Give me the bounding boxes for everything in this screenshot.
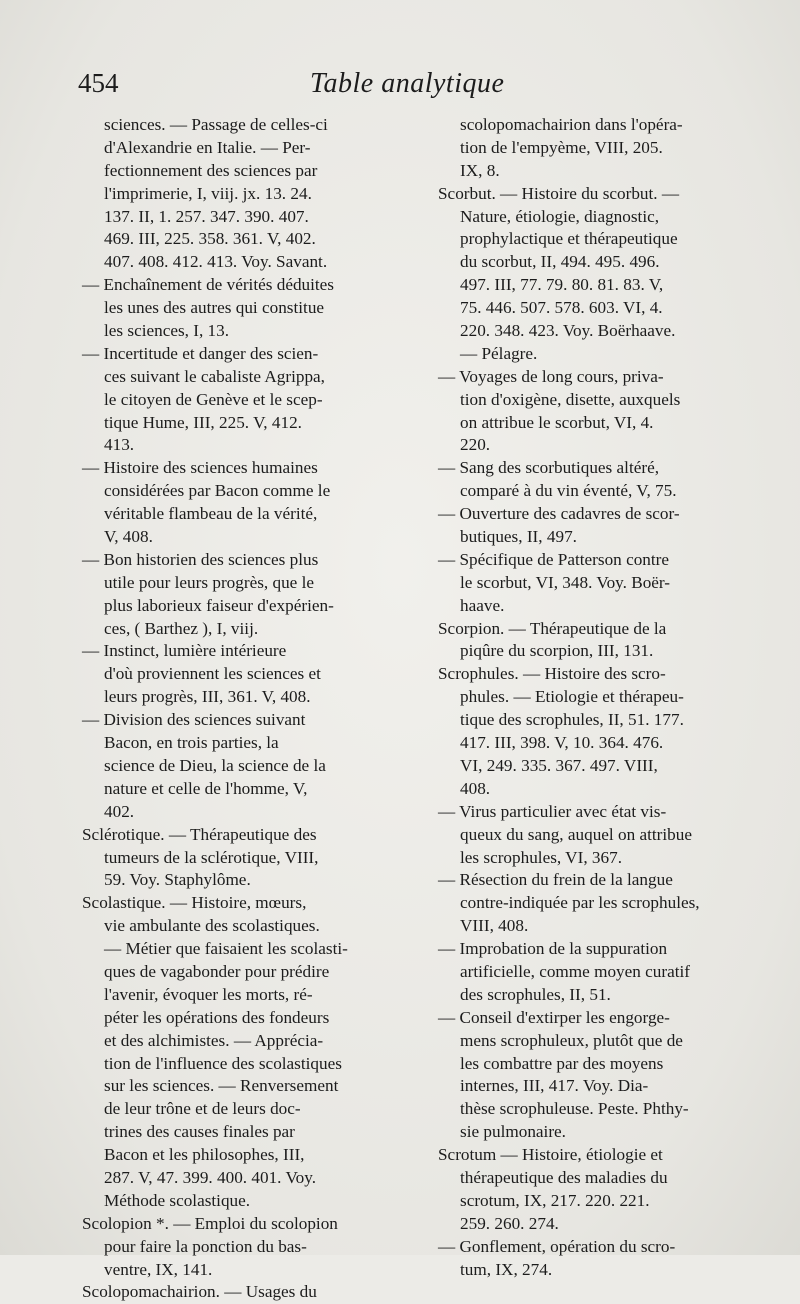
index-line: 75. 446. 507. 578. 603. VI, 4. [460, 298, 663, 318]
page-header [78, 68, 740, 110]
index-line: 287. V, 47. 399. 400. 401. Voy. [104, 1167, 317, 1187]
index-line: scrotum, IX, 217. 220. 221. [460, 1190, 650, 1210]
index-line: tion de l'influence des scolastiques [104, 1053, 342, 1073]
index-line: plus laborieux faiseur d'expérien- [104, 595, 334, 615]
index-line: ventre, IX, 141. [104, 1259, 213, 1279]
index-line: — Histoire des sciences humaines [82, 458, 318, 478]
index-line: comparé à du vin éventé, V, 75. [460, 481, 677, 501]
index-line: 408. [460, 778, 491, 798]
index-line: l'imprimerie, I, viij. jx. 13. 24. [104, 183, 312, 203]
index-line: — Spécifique de Patterson contre [438, 549, 670, 569]
index-line: Scolopion *. — Emploi du scolopion [82, 1213, 338, 1233]
index-line: queux du sang, auquel on attribue [460, 824, 692, 844]
index-line: le scorbut, VI, 348. Voy. Boër- [460, 572, 671, 592]
index-line: on attribue le scorbut, VI, 4. [460, 412, 654, 432]
index-line: 402. [104, 801, 135, 821]
index-line: 417. III, 398. V, 10. 364. 476. [460, 733, 664, 753]
index-line: — Résection du frein de la langue [438, 870, 673, 890]
index-line: artificielle, comme moyen curatif [460, 961, 691, 981]
index-line: tumeurs de la sclérotique, VIII, [104, 847, 319, 867]
index-line: 413. [104, 435, 135, 455]
index-line: Méthode scolastique. [104, 1190, 251, 1210]
index-line: VIII, 408. [460, 916, 529, 936]
index-line: thèse scrophuleuse. Peste. Phthy- [460, 1099, 689, 1119]
index-line: — Incertitude et danger des scien- [82, 343, 319, 363]
index-line: nature et celle de l'homme, V, [104, 778, 308, 798]
index-line: les scrophules, VI, 367. [460, 847, 622, 867]
index-line: Scorpion. — Thérapeutique de la [438, 618, 667, 638]
index-line: — Pélagre. [460, 343, 538, 363]
index-line: tion de l'empyème, VIII, 205. [460, 137, 663, 157]
index-line: Bacon et les philosophes, III, [104, 1145, 305, 1165]
index-line: Scorbut. — Histoire du scorbut. — [438, 183, 680, 203]
index-line: — Division des sciences suivant [82, 710, 306, 730]
index-line: tum, IX, 274. [460, 1259, 553, 1279]
index-line: pour faire la ponction du bas- [104, 1236, 307, 1256]
index-line: trines des causes finales par [104, 1122, 295, 1142]
index-line: 137. II, 1. 257. 347. 390. 407. [104, 206, 309, 226]
index-line: Scrophules. — Histoire des scro- [438, 664, 666, 684]
index-line: — Bon historien des sciences plus [82, 549, 319, 569]
index-line: haave. [460, 595, 505, 615]
index-line: piqûre du scorpion, III, 131. [460, 641, 654, 661]
index-line: vie ambulante des scolastiques. [104, 916, 320, 936]
index-line: — Virus particulier avec état vis- [438, 801, 667, 821]
index-line: phules. — Etiologie et thérapeu- [460, 687, 684, 707]
index-line: 469. III, 225. 358. 361. V, 402. [104, 229, 316, 249]
index-line: du scorbut, II, 494. 495. 496. [460, 252, 660, 272]
index-line: les unes des autres qui constitue [104, 298, 325, 318]
index-line: butiques, II, 497. [460, 527, 577, 547]
index-line: véritable flambeau de la vérité, [104, 504, 318, 524]
right-column [438, 114, 768, 1281]
index-line: VI, 249. 335. 367. 497. VIII, [460, 755, 658, 775]
index-line: leurs progrès, III, 361. V, 408. [104, 687, 311, 707]
index-line: — Métier que faisaient les scolasti- [104, 939, 348, 959]
index-line: Scolopomachairion. — Usages du [82, 1282, 317, 1302]
index-line: IX, 8. [460, 160, 500, 180]
index-line: thérapeutique des maladies du [460, 1167, 668, 1187]
index-line: internes, III, 417. Voy. Dia- [460, 1076, 649, 1096]
index-line: 407. 408. 412. 413. Voy. Savant. [104, 252, 328, 272]
index-line: 497. III, 77. 79. 80. 81. 83. V, [460, 275, 664, 295]
index-line: — Conseil d'extirper les engorge- [438, 1007, 670, 1027]
index-line: 259. 260. 274. [460, 1213, 559, 1233]
index-line: d'Alexandrie en Italie. — Per- [104, 137, 311, 157]
index-line: — Instinct, lumière intérieure [82, 641, 287, 661]
index-line: ces suivant le cabaliste Agrippa, [104, 366, 325, 386]
index-line: tique des scrophules, II, 51. 177. [460, 710, 684, 730]
index-line: Scrotum — Histoire, étiologie et [438, 1145, 663, 1165]
index-line: utile pour leurs progrès, que le [104, 572, 315, 592]
index-line: et des alchimistes. — Apprécia- [104, 1030, 324, 1050]
index-line: l'avenir, évoquer les morts, ré- [104, 984, 313, 1004]
index-line: — Voyages de long cours, priva- [438, 366, 664, 386]
index-line: — Sang des scorbutiques altéré, [438, 458, 659, 478]
index-line: V, 408. [104, 527, 153, 547]
index-line: considérées par Bacon comme le [104, 481, 331, 501]
index-line: Bacon, en trois parties, la [104, 733, 279, 753]
page-number: 454 [78, 68, 119, 98]
index-line: Sclérotique. — Thérapeutique des [82, 824, 317, 844]
index-line: péter les opérations des fondeurs [104, 1007, 330, 1027]
index-line: — Improbation de la suppuration [438, 939, 668, 959]
left-column [82, 114, 412, 1304]
index-line: des scrophules, II, 51. [460, 984, 611, 1004]
index-line: 59. Voy. Staphylôme. [104, 870, 251, 890]
index-line: sie pulmonaire. [460, 1122, 566, 1142]
index-line: science de Dieu, la science de la [104, 755, 326, 775]
index-line: 220. 348. 423. Voy. Boërhaave. [460, 321, 676, 341]
index-line: les combattre par des moyens [460, 1053, 664, 1073]
index-line: le citoyen de Genève et le scep- [104, 389, 323, 409]
index-line: tique Hume, III, 225. V, 412. [104, 412, 302, 432]
index-line: fectionnement des sciences par [104, 160, 318, 180]
index-line: les sciences, I, 13. [104, 321, 230, 341]
index-line: — Enchaînement de vérités déduites [82, 275, 334, 295]
index-line: prophylactique et thérapeutique [460, 229, 678, 249]
index-line: sciences. — Passage de celles-ci [104, 115, 328, 134]
index-line: mens scrophuleux, plutôt que de [460, 1030, 683, 1050]
index-line: ces, ( Barthez ), I, viij. [104, 618, 259, 638]
index-line: Scolastique. — Histoire, mœurs, [82, 893, 307, 913]
index-line: — Gonflement, opération du scro- [438, 1236, 676, 1256]
index-line: d'où proviennent les sciences et [104, 664, 321, 684]
index-line: contre-indiquée par les scrophules, [460, 893, 700, 913]
index-line: 220. [460, 435, 491, 455]
index-line: tion d'oxigène, disette, auxquels [460, 389, 681, 409]
index-line: scolopomachairion dans l'opéra- [460, 115, 683, 134]
running-title: Table analytique [310, 68, 505, 99]
index-line: de leur trône et de leurs doc- [104, 1099, 301, 1119]
index-line: Nature, étiologie, diagnostic, [460, 206, 660, 226]
index-line: ques de vagabonder pour prédire [104, 961, 330, 981]
index-line: sur les sciences. — Renversement [104, 1076, 339, 1096]
index-line: — Ouverture des cadavres de scor- [438, 504, 680, 524]
